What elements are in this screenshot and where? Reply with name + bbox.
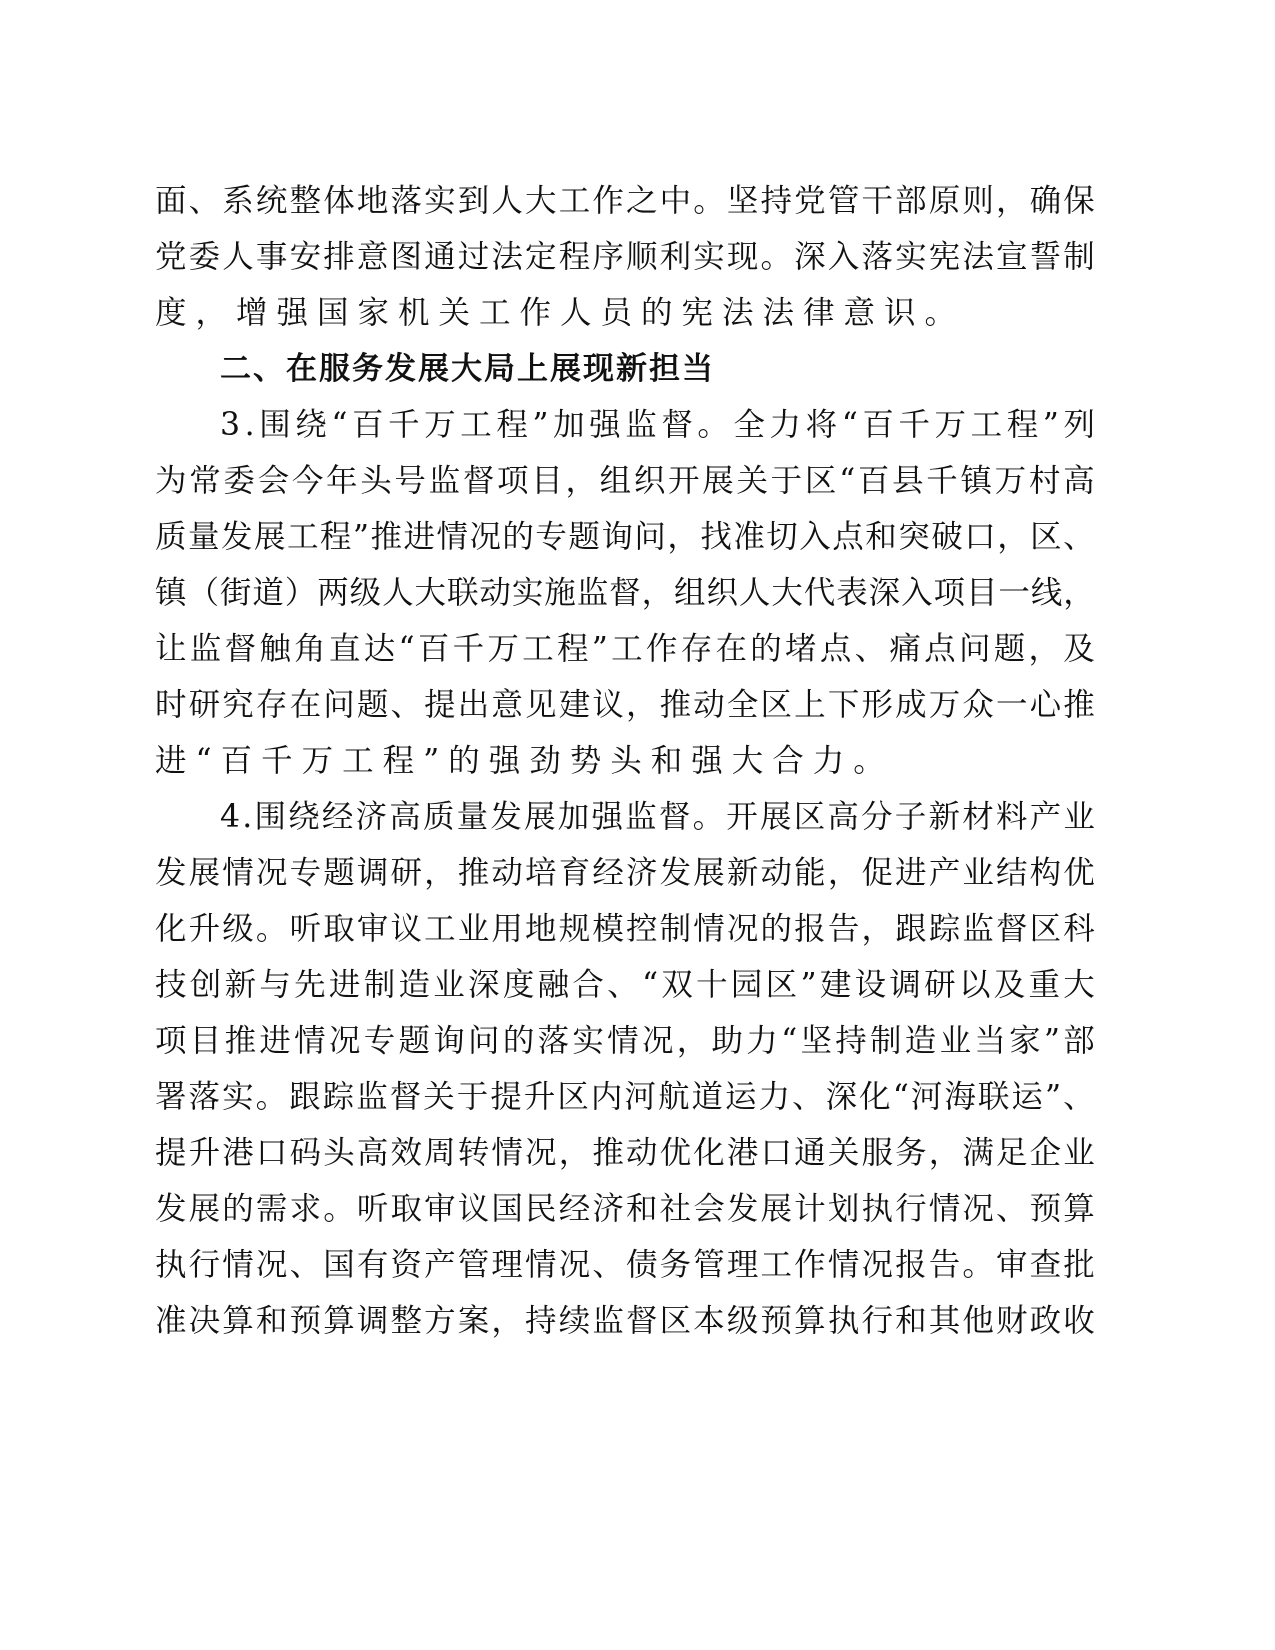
text-line: 提 升 港 口 码 头 高 效 周 转 情 况 ， 推 动 优 化 港 口 通 关 服 务 ， 满 足 企 业: [155, 1135, 1095, 1171]
text-line: 时 研 究 存 在 问 题 、 提 出 意 见 建 议 ， 推 动 全 区 上 下 形 成 万 众 一 心 推: [155, 687, 1095, 723]
text-line: 让 监 督 触 角 直 达 “ 百 千 万 工 程 ” 工 作 存 在 的 堵 点 、 痛 点 问 题 ， 及: [155, 631, 1095, 667]
text-line: 准 决 算 和 预 算 调 整 方 案 ， 持 续 监 督 区 本 级 预 算 执 行 和 其 他 财 政 收: [155, 1303, 1095, 1339]
text-line: 项 目 推 进 情 况 专 题 询 问 的 落 实 情 况 ， 助 力 “ 坚 持 制 造 业 当 家 ” 部: [155, 1023, 1095, 1059]
text-line: 党 委 人 事 安 排 意 图 通 过 法 定 程 序 顺 利 实 现 。 深 入 落 实 宪 法 宣 誓 制: [155, 239, 1095, 275]
text-line: 署 落 实 。 跟 踪 监 督 关 于 提 升 区 内 河 航 道 运 力 、 深 化 “ 河 海 联 运 ” 、: [155, 1079, 1095, 1115]
text-line: 度，增强国家机关工作人员的宪法法律意识。: [155, 295, 966, 331]
text-line: 镇 （ 街 道 ） 两 级 人 大 联 动 实 施 监 督 ， 组 织 人 大 代 表 深 入 项 目 一 线 ，: [155, 575, 1095, 611]
text-line: 面 、 系 统 整 体 地 落 实 到 人 大 工 作 之 中 。 坚 持 党 管 干 部 原 则 ， 确 保: [155, 183, 1095, 219]
text-line: 3 . 围 绕 “ 百 千 万 工 程 ” 加 强 监 督 。 全 力 将 “ 百 千 万 工 程 ” 列: [220, 407, 1095, 443]
text-line: 4 . 围 绕 经 济 高 质 量 发 展 加 强 监 督 。 开 展 区 高 分 子 新 材 料 产 业: [220, 799, 1095, 835]
text-line: 技 创 新 与 先 进 制 造 业 深 度 融 合 、 “ 双 十 园 区 ” 建 设 调 研 以 及 重 大: [155, 967, 1095, 1003]
text-line: 执 行 情 况 、 国 有 资 产 管 理 情 况 、 债 务 管 理 工 作 情 况 报 告 。 审 查 批: [155, 1247, 1095, 1283]
section-heading: 二、在服务发展大局上展现新担当: [220, 351, 715, 387]
text-line: 发 展 的 需 求 。 听 取 审 议 国 民 经 济 和 社 会 发 展 计 划 执 行 情 况 、 预 算: [155, 1191, 1095, 1227]
text-line: 质 量 发 展 工 程 ” 推 进 情 况 的 专 题 询 问 ， 找 准 切 入 点 和 突 破 口 ， 区 、: [155, 519, 1095, 555]
text-line: 进“百千万工程”的强劲势头和强大合力。: [155, 743, 894, 779]
text-line: 为 常 委 会 今 年 头 号 监 督 项 目 ， 组 织 开 展 关 于 区 “ 百 县 千 镇 万 村 高: [155, 463, 1095, 499]
text-line: 化 升 级 。 听 取 审 议 工 业 用 地 规 模 控 制 情 况 的 报 告 ， 跟 踪 监 督 区 科: [155, 911, 1095, 947]
text-line: 发 展 情 况 专 题 调 研 ， 推 动 培 育 经 济 发 展 新 动 能 ， 促 进 产 业 结 构 优: [155, 855, 1095, 891]
